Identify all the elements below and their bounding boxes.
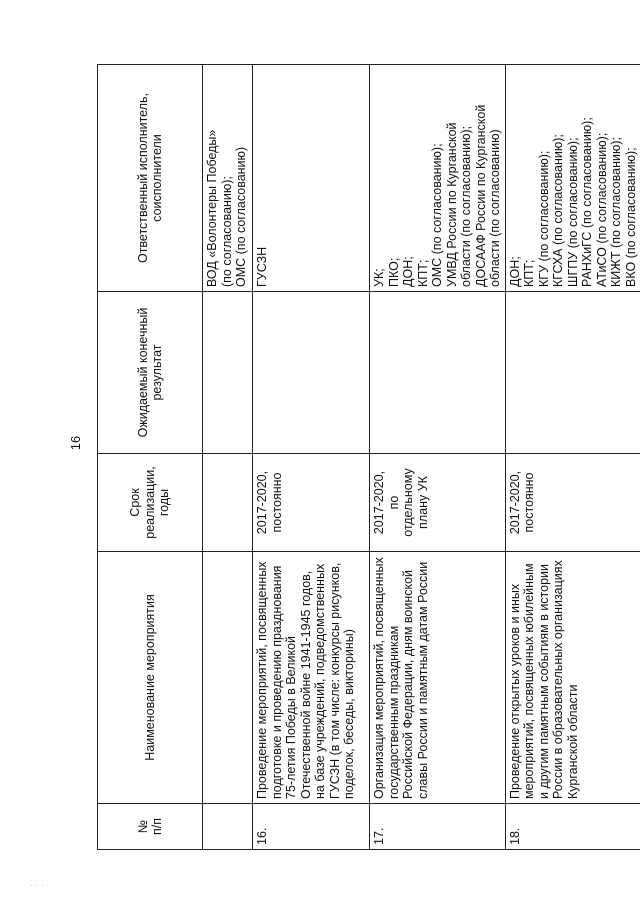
header-term: Срок реализации, годы	[98, 454, 203, 552]
row-executor: ГУСЗН	[253, 65, 370, 292]
rotated-table-container	[97, 65, 638, 850]
header-executor: Ответственный исполнитель, соисполнители	[98, 65, 203, 292]
page-number: 16	[68, 435, 83, 451]
scan-speck: · · ·	[30, 880, 44, 890]
row-executor: УК; ПКО; ДОН; КПТ; ОМС (по согласованию); УМВД России по Курганской области (по согласованию); ДОСААФ России по Курганской области (по согласованию)	[370, 65, 506, 292]
row-result	[505, 292, 640, 454]
row-name: Проведение открытых уроков и иных мероприятий, посвященных юбилейным и другим памятным событиям в истории России в образовательных организациях Курганской области	[505, 552, 640, 804]
row-result	[370, 292, 506, 454]
row-num: 17.	[370, 804, 506, 850]
header-row	[98, 65, 203, 850]
events-table	[97, 64, 640, 850]
row-num: 18.	[505, 804, 640, 850]
row-result	[203, 292, 253, 454]
row-name: Организация мероприятий, посвященных государственным праздникам Российской Федерации, дням воинской славы России и памятным датам России	[370, 552, 506, 804]
row-executor: ДОН; КПТ; КГУ (по согласованию); КГСХА (по согласованию); ШГПУ (по согласованию); РАНХиГС (по согласованию); АТиСО (по согласованию); КИЖТ (по согласованию); ВКО (по согласованию);	[505, 65, 640, 292]
row-name	[203, 552, 253, 804]
row-executor: ВОД «Волонтеры Победы» (по согласованию); ОМС (по согласованию)	[203, 65, 253, 292]
row-term: 2017-2020, постоянно	[253, 454, 370, 552]
row-term: 2017-2020, по отдельному плану УК	[370, 454, 506, 552]
header-result: Ожидаемый конечный результат	[98, 292, 203, 454]
table-row	[505, 65, 640, 850]
row-result	[253, 292, 370, 454]
row-num	[203, 804, 253, 850]
header-num: № п/п	[98, 804, 203, 850]
row-name: Проведение мероприятий, посвященных подготовке и проведению празднования 75-летия Победы в Великой Отечественной войне 1941-1945 годов, на базе учреждений, подведомственных ГУСЗН (в том числе: конкурсы рисунков, поделок, беседы, викторины)	[253, 552, 370, 804]
row-term: 2017-2020, постоянно	[505, 454, 640, 552]
row-num: 16.	[253, 804, 370, 850]
table-row	[253, 65, 370, 850]
table-row	[370, 65, 506, 850]
table-row	[203, 65, 253, 850]
header-name: Наименование мероприятия	[98, 552, 203, 804]
row-term	[203, 454, 253, 552]
